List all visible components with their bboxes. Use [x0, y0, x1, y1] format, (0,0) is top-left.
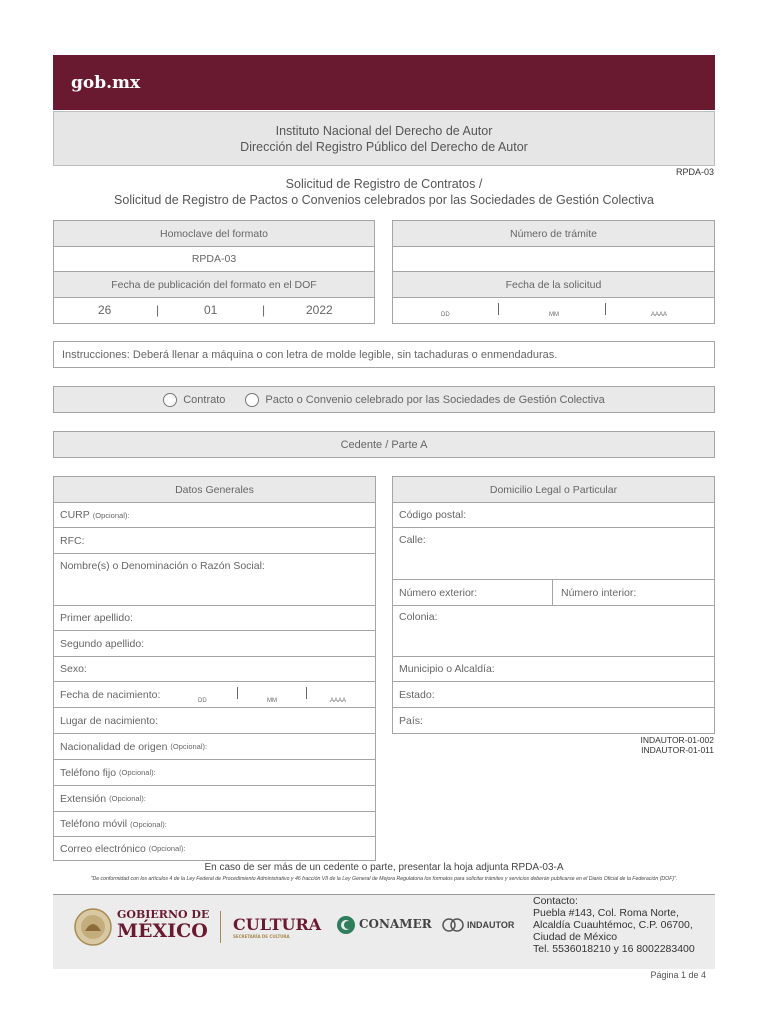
- codigo-postal-field[interactable]: [393, 503, 714, 528]
- instructions: Instrucciones: Deberá llenar a máquina o con letra de molde legible, sin tachaduras o enmendaduras.: [53, 341, 715, 368]
- form-title: [53, 176, 715, 208]
- aaaa-label: AAAA: [330, 698, 347, 704]
- pais-field[interactable]: [393, 708, 714, 733]
- extension-field[interactable]: [54, 786, 375, 812]
- format-info-table: [53, 220, 375, 324]
- indautor-logo: INDAUTOR: [467, 920, 515, 930]
- sexo-label: Sexo:: [60, 663, 87, 675]
- correo-field[interactable]: [54, 837, 375, 860]
- cultura-logo: [233, 915, 321, 939]
- primer-apellido-field[interactable]: [54, 606, 375, 631]
- optional-tag: (Opcional):: [92, 510, 130, 520]
- separator: |: [262, 303, 266, 317]
- datos-generales-table: [53, 476, 376, 861]
- lugar-nacimiento-field[interactable]: [54, 708, 375, 734]
- form-code-2: INDAUTOR-01-011: [641, 745, 714, 755]
- separator: [498, 303, 499, 315]
- telefono-movil-field[interactable]: [54, 812, 375, 837]
- rfc-label: RFC:: [60, 534, 85, 547]
- gobmx-logo: gob.mx: [71, 73, 141, 93]
- municipio-field[interactable]: [393, 657, 714, 682]
- estado-field[interactable]: [393, 682, 714, 708]
- optional-tag: (Opcional):: [170, 742, 208, 751]
- nombre-label: Nombre(s) o Denominación o Razón Social:: [60, 560, 265, 572]
- sexo-field[interactable]: [54, 657, 375, 682]
- page-number: Página 1 de 4: [650, 970, 706, 980]
- curp-label: CURP: [60, 509, 90, 521]
- mm-label: MM: [267, 698, 277, 704]
- separator: [605, 303, 606, 315]
- pub-date-label: Fecha de publicación del formato en el DOF: [54, 272, 374, 298]
- curp-field[interactable]: [54, 503, 375, 528]
- colonia-label: Colonia:: [399, 611, 438, 623]
- homoclave-value: RPDA-03: [54, 247, 374, 272]
- nacionalidad-field[interactable]: [54, 734, 375, 760]
- optional-tag: (Opcional):: [109, 794, 146, 803]
- contact-address-2: Alcaldía Cuauhtémoc, C.P. 06700,: [533, 919, 693, 931]
- tramite-number-field[interactable]: [393, 247, 714, 272]
- dd-label: DD: [198, 698, 207, 704]
- cultura-text: CULTURA: [233, 915, 322, 934]
- rfc-field[interactable]: [54, 528, 375, 554]
- separator: [306, 687, 307, 699]
- contrato-radio[interactable]: [163, 393, 177, 407]
- form-title-line1: Solicitud de Registro de Contratos /: [285, 177, 483, 191]
- num-exterior-field[interactable]: [393, 580, 553, 606]
- nacionalidad-label: Nacionalidad de origen: [60, 740, 168, 753]
- num-interior-label: Número interior:: [561, 586, 637, 599]
- correo-label: Correo electrónico: [60, 842, 146, 855]
- pacto-radio[interactable]: [245, 393, 259, 407]
- num-exterior-label: Número exterior:: [399, 586, 478, 599]
- optional-tag: (Opcional):: [148, 844, 186, 853]
- domicilio-title: Domicilio Legal o Particular: [393, 477, 714, 503]
- contract-type-selector: [53, 386, 715, 413]
- contact-title: Contacto:: [533, 895, 578, 907]
- municipio-label: Municipio o Alcaldía:: [399, 663, 495, 675]
- conamer-icon: [336, 915, 356, 940]
- homoclave-label: Homoclave del formato: [54, 221, 374, 247]
- pacto-label: Pacto o Convenio celebrado por las Sociedades de Gestión Colectiva: [265, 393, 605, 406]
- tramite-label: Número de trámite: [393, 221, 714, 247]
- mm-label: MM: [549, 312, 559, 318]
- optional-tag: (Opcional):: [130, 819, 167, 829]
- direction-name: Dirección del Registro Público del Derecho de Autor: [240, 140, 528, 154]
- form-code-1: INDAUTOR-01-002: [640, 735, 714, 745]
- segundo-apellido-field[interactable]: [54, 631, 375, 657]
- extension-label: Extensión: [60, 792, 107, 805]
- pub-month: 01: [204, 303, 218, 317]
- cedente-header: Cedente / Parte A: [53, 431, 715, 458]
- mexico-emblem-icon: [73, 907, 113, 952]
- contact-address-1: Puebla #143, Col. Roma Norte,: [533, 907, 679, 919]
- fecha-nacimiento-label: Fecha de nacimiento:: [60, 688, 161, 701]
- indautor-icon: [442, 917, 464, 938]
- pub-date-value: [54, 298, 374, 323]
- tramite-info-table: [392, 220, 715, 324]
- contact-info: [533, 895, 695, 955]
- pub-day: 26: [98, 303, 112, 317]
- nombre-field[interactable]: [54, 554, 375, 606]
- separator: |: [156, 303, 160, 317]
- telefono-fijo-label: Teléfono fijo: [60, 766, 117, 779]
- indautor-form-codes: [640, 735, 714, 755]
- form-code: RPDA-03: [675, 167, 714, 177]
- fecha-nacimiento-field[interactable]: [54, 682, 375, 708]
- telefono-fijo-field[interactable]: [54, 760, 375, 786]
- contact-phone: Tel. 5536018210 y 16 8002283400: [533, 943, 695, 955]
- optional-tag: (Opcional):: [119, 768, 156, 777]
- cultura-sub: SECRETARÍA DE CULTURA: [233, 934, 290, 939]
- telefono-movil-label: Teléfono móvil: [60, 818, 128, 830]
- aaaa-label: AAAA: [651, 312, 668, 318]
- header-bar: [53, 55, 715, 110]
- colonia-field[interactable]: [393, 606, 714, 657]
- legal-note: "De conformidad con los artículos 4 de la Ley Federal de Procedimiento Administrativo y 46 fracción VII de la Ley General de Mejora Regulatoria los formatos para solicitar trámites y servicios deberán publicarse en el Diario Oficial de la Federación (DOF)".: [90, 876, 678, 882]
- codigo-postal-label: Código postal:: [399, 509, 467, 521]
- solicitud-date-label: Fecha de la solicitud: [393, 272, 714, 298]
- conamer-logo: CONAMER: [359, 917, 432, 931]
- logo-divider: [220, 911, 221, 943]
- pais-label: País:: [399, 714, 423, 727]
- calle-label: Calle:: [399, 534, 426, 546]
- primer-apellido-label: Primer apellido:: [60, 612, 133, 624]
- separator: [237, 687, 238, 699]
- contrato-label: Contrato: [183, 393, 226, 406]
- lugar-nacimiento-label: Lugar de nacimiento:: [60, 714, 159, 727]
- domicilio-table: [392, 476, 715, 734]
- segundo-apellido-label: Segundo apellido:: [60, 637, 145, 650]
- form-title-line2: Solicitud de Registro de Pactos o Convenios celebrados por las Sociedades de Gestión Colectiva: [114, 193, 654, 207]
- mexico-text: MÉXICO: [117, 920, 208, 942]
- institute-box: [53, 111, 715, 166]
- gobierno-text: GOBIERNO DE: [117, 908, 210, 921]
- num-interior-field[interactable]: [553, 580, 714, 606]
- datos-generales-title: Datos Generales: [54, 477, 375, 503]
- solicitud-date-field[interactable]: [393, 298, 714, 323]
- gobierno-mexico-logo: [117, 909, 209, 941]
- pub-year: 2022: [306, 303, 333, 317]
- dd-label: DD: [441, 312, 450, 318]
- institute-name: Instituto Nacional del Derecho de Autor: [275, 124, 493, 138]
- contact-city: Ciudad de México: [533, 931, 618, 943]
- calle-field[interactable]: [393, 528, 714, 580]
- estado-label: Estado:: [399, 688, 435, 701]
- attachment-note: En caso de ser más de un cedente o parte, presentar la hoja adjunta RPDA-03-A: [204, 862, 564, 873]
